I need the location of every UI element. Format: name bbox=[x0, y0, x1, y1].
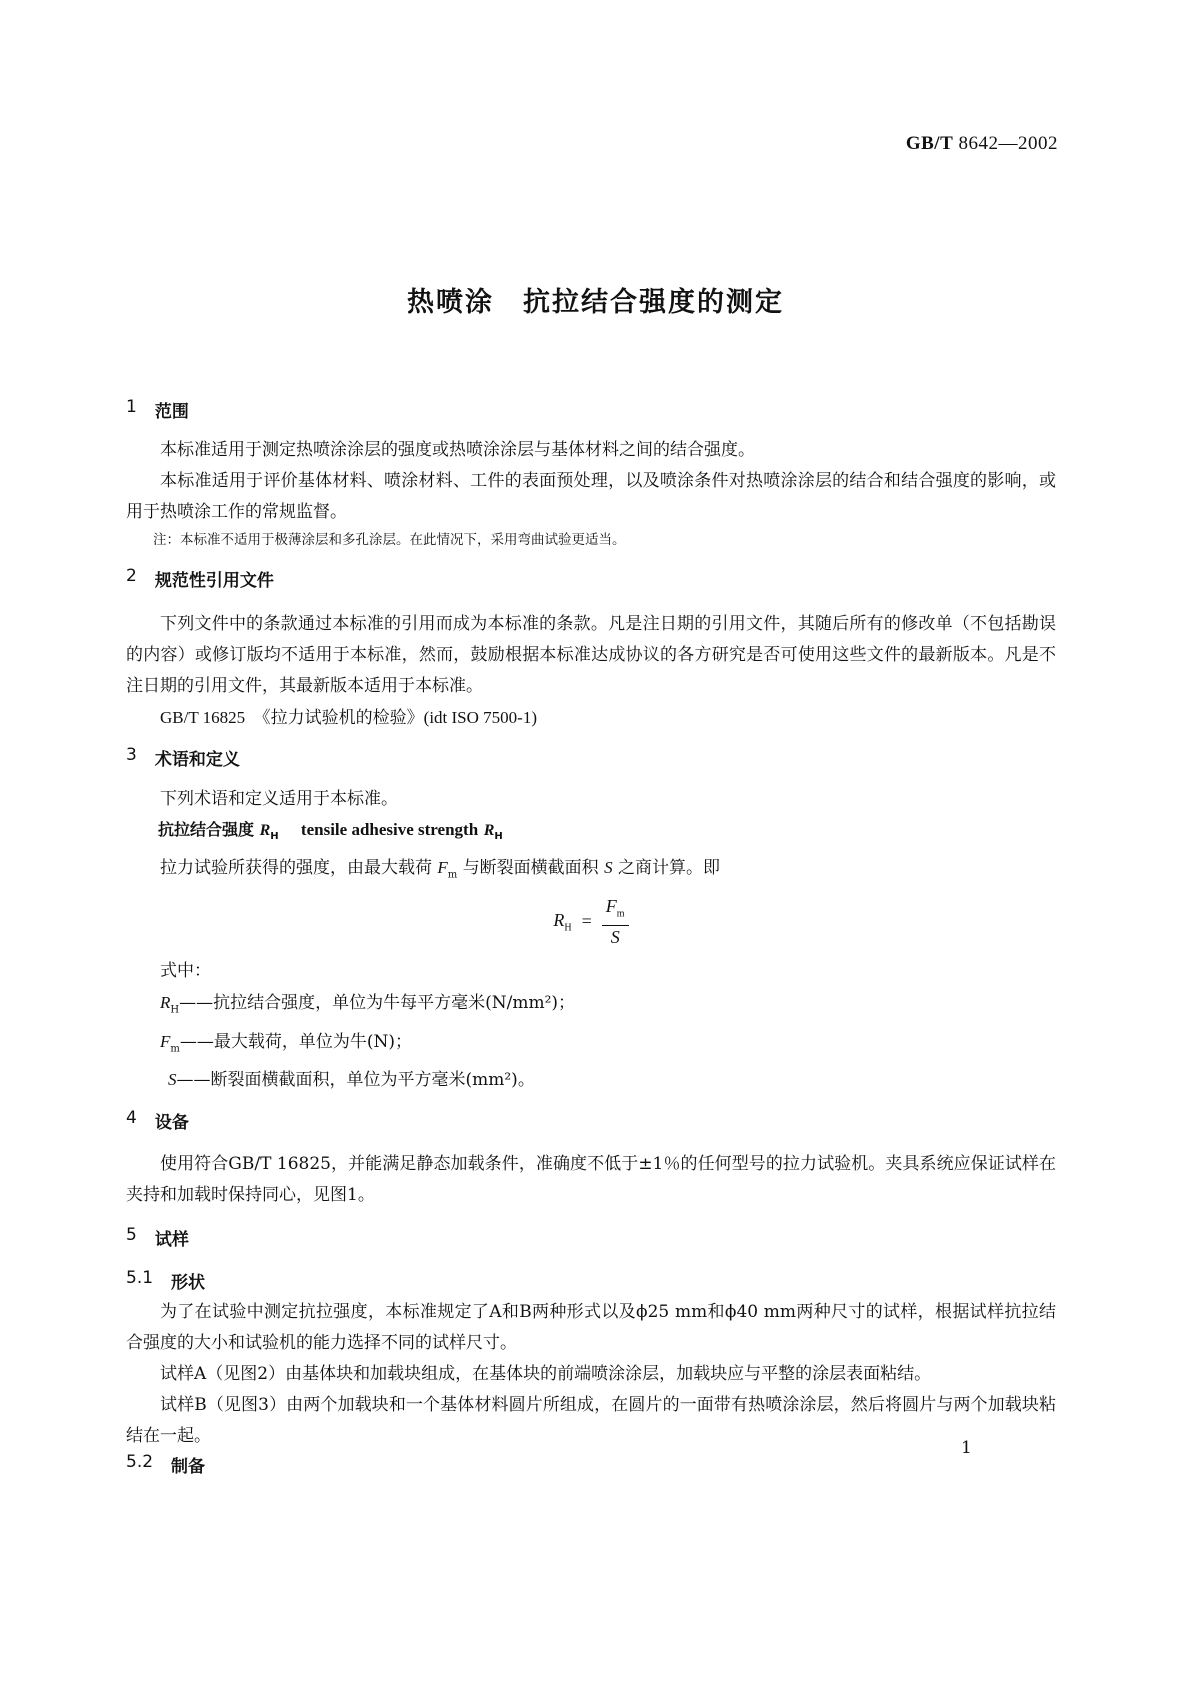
section-3-heading: 3 术语和定义 bbox=[126, 745, 240, 770]
where-label: 式中： bbox=[160, 961, 211, 982]
section-3-intro: 下列术语和定义适用于本标准。 bbox=[160, 789, 398, 809]
normative-reference: GB/T 16825 《拉力试验机的检验》(idt ISO 7500-1) bbox=[160, 708, 537, 727]
section-2-heading: 2 规范性引用文件 bbox=[126, 566, 274, 591]
section-5-2-heading: 5.2 制备 bbox=[126, 1451, 206, 1477]
term-definition: 拉力试验所获得的强度，由最大载荷 $F_m$ 与断裂面横截面积 S 之商计算。即 bbox=[160, 858, 720, 881]
symbol-definition-rh: $R_H——$抗拉结合强度，单位为牛每平方毫米(N/mm²)； bbox=[160, 993, 576, 1016]
section-5-1-paragraph-3: 试样B（见图3）由两个加载块和一个基体材料圆片所组成，在圆片的一面带有热喷涂涂层，然后将圆片与两个加载块粘结在一起。 bbox=[126, 1394, 1056, 1446]
section-5-heading: 5 试样 bbox=[126, 1224, 189, 1250]
section-1-heading: 1 范围 bbox=[126, 397, 189, 422]
document-title: 热喷涂 抗拉结合强度的测定 bbox=[407, 287, 784, 318]
section-1-note: 注：本标准不适用于极薄涂层和多孔涂层。在此情况下，采用弯曲试验更适当。 bbox=[153, 532, 626, 548]
page-number: 1 bbox=[961, 1438, 972, 1458]
formula-fraction: $\frac{F_m}{S}$ bbox=[602, 895, 629, 949]
formula bbox=[126, 895, 1056, 949]
section-2-paragraph: 下列文件中的条款通过本标准的引用而成为本标准的条款。凡是注日期的引用文件，其随后所有的修改单（不包括勘误的内容）或修订版均不适用于本标准，然而，鼓励根据本标准达成协议的各方研究是否可使用这些文件的最新版本。凡是不注日期的引用文件，其最新版本适用于本标准。 bbox=[126, 614, 1056, 696]
document-body bbox=[126, 397, 1056, 1477]
term-heading: 抗拉结合强度 $R_H$ tensile adhesive strength $R_H$ bbox=[158, 820, 503, 843]
section-4-paragraph: 使用符合GB/T 16825，并能满足静态加载条件，准确度不低于±1％的任何型号的拉力试验机。夹具系统应保证试样在夹持和加载时保持同心，见图1。 bbox=[126, 1153, 1056, 1205]
formula-lhs: $R_H$ bbox=[553, 909, 572, 934]
section-1-paragraph-1: 本标准适用于测定热喷涂涂层的强度或热喷涂涂层与基体材料之间的结合强度。 bbox=[160, 440, 755, 460]
section-4-heading: 4 设备 bbox=[126, 1107, 189, 1133]
standard-number bbox=[906, 133, 1058, 155]
standard-prefix: GB/T bbox=[905, 133, 954, 154]
section-5-1-paragraph-2: 试样A（见图2）由基体块和加载块组成，在基体块的前端喷涂涂层，加载块应与平整的涂层表面粘结。 bbox=[160, 1363, 932, 1384]
section-1-paragraph-2: 本标准适用于评价基体材料、喷涂材料、工件的表面预处理，以及喷涂条件对热喷涂涂层的结合和结合强度的影响，或用于热喷涂工作的常规监督。 bbox=[126, 471, 1056, 522]
standard-code: 8642—2002 bbox=[958, 133, 1058, 154]
section-5-1-heading: 5.1 形状 bbox=[126, 1267, 206, 1293]
formula-equals: = bbox=[581, 910, 592, 931]
section-5-1-paragraph-1: 为了在试验中测定抗拉强度，本标准规定了A和B两种形式以及ϕ25 mm和ϕ40 mm两种尺寸的试样，根据试样抗拉结合强度的大小和试验机的能力选择不同的试样尺寸。 bbox=[126, 1301, 1056, 1353]
symbol-definition-fm: $F_m——$最大载荷，单位为牛(N)； bbox=[160, 1031, 413, 1054]
symbol-definition-s: S——断裂面横截面积，单位为平方毫米(mm²)。 bbox=[168, 1069, 535, 1090]
term-english: tensile adhesive strength bbox=[300, 820, 479, 839]
